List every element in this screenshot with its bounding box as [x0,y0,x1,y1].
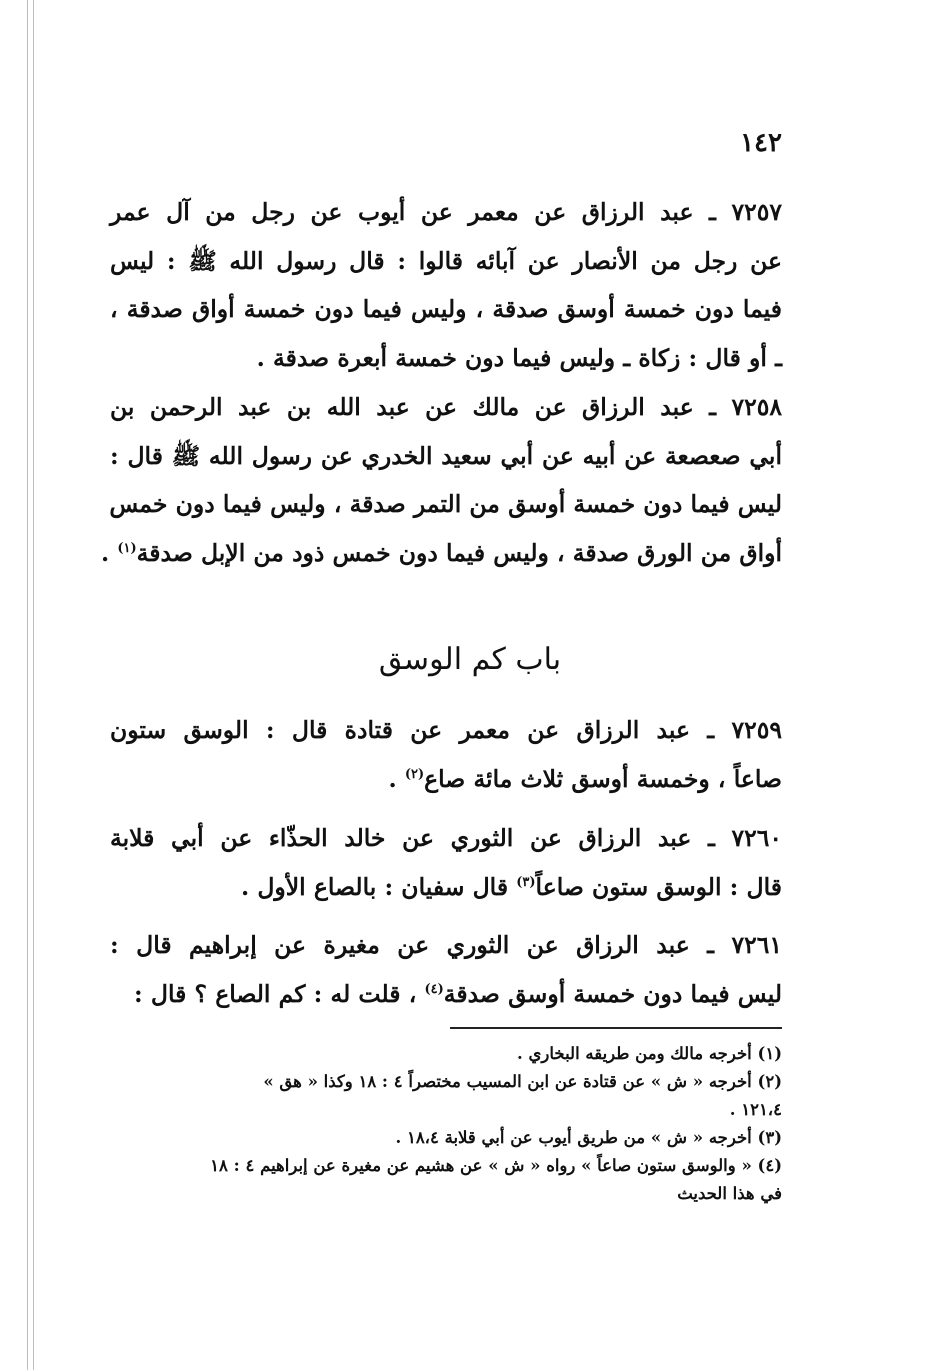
hadith-7261 [110,921,782,1018]
footnote-4-cont: في هذا الحديث [677,1184,782,1203]
hadith-7261-line-2-b: ، قلت له : كم الصاع ؟ قال : [134,979,425,1008]
hadith-7257-line-1: ٧٢٥٧ ـ عبد الرزاق عن معمر عن أيوب عن رجل من آل عمر [110,198,782,226]
hadith-7261-line-1: ٧٢٦١ ـ عبد الرزاق عن الثوري عن مغيرة عن إبراهيم قال : [110,931,782,959]
hadith-7261-line-2-a: ليس فيما دون خمسة أوسق صدقة [443,979,782,1008]
footnote-3: (٣) أخرجه « ش » من طريق أيوب عن أبي قلابة ١٨،٤ . [395,1128,782,1147]
hadith-7260 [110,814,782,911]
hadith-7259-line-2-text: صاعاً ، وخمسة أوسق ثلاث مائة صاع [424,764,782,793]
hadith-7259 [110,706,782,803]
hadith-7261-line-2 [110,970,782,1019]
hadith-7258-line-4 [100,529,782,578]
hadith-7258-line-2: أبي صعصعة عن أبيه عن أبي سعيد الخدري عن رسول الله ﷺ قال : [110,441,782,470]
footnote-1: (١) أخرجه مالك ومن طريقه البخاري . [517,1044,782,1063]
footnote-2: (٢) أخرجه « ش » عن قتادة عن ابن المسيب مختصراً ٤ : ١٨ وكذا « هق » [263,1072,782,1091]
hadith-7257-line-4: ـ أو قال : زكاة ـ وليس فيما دون خمسة أبعرة صدقة . [256,343,782,372]
page-number: ١٤٢ [740,128,782,158]
footnote-ref-3: (٣) [516,874,536,890]
hadith-7257-line-2: عن رجل من الأنصار عن آبائه قالوا : قال رسول الله ﷺ : ليس [110,246,782,275]
hadith-7259-line-2 [110,755,782,804]
footnote-divider [450,1027,782,1029]
hadith-7257-line-3: فيما دون خمسة أوسق صدقة ، وليس فيما دون خمسة أواق صدقة ، [110,295,782,323]
hadith-7257 [110,188,782,382]
hadith-7258 [100,383,782,577]
footnote-2-cont: ١٢١،٤ . [729,1100,782,1119]
footnote-4: (٤) « والوسق ستون صاعاً » رواه « ش » عن هشيم عن مغيرة عن إبراهيم ٤ : ١٨ [210,1156,782,1175]
hadith-7260-line-2 [110,863,782,912]
chapter-heading: باب كم الوسق [378,642,562,677]
margin-line-1 [27,0,28,1370]
footnotes [110,1040,782,1208]
hadith-7260-line-2-a: قال : الوسق ستون صاعاً [535,872,782,901]
margin-line-2 [33,0,34,1370]
hadith-7258-line-4-text: أواق من الورق صدقة ، وليس فيما دون خمس ذود من الإبل صدقة [136,538,782,567]
hadith-7259-line-1: ٧٢٥٩ ـ عبد الرزاق عن معمر عن قتادة قال : الوسق ستون [110,716,782,744]
hadith-7260-line-1: ٧٢٦٠ ـ عبد الرزاق عن الثوري عن خالد الحذّاء عن أبي قلابة [110,824,782,852]
hadith-7258-line-3: ليس فيما دون خمسة أوسق من التمر صدقة ، وليس فيما دون خمس [109,490,782,518]
footnote-ref-1: (١) [117,540,137,556]
hadith-7258-tail: . [100,538,118,567]
hadith-7258-line-1: ٧٢٥٨ ـ عبد الرزاق عن مالك عن عبد الله بن عبد الرحمن بن [110,393,782,421]
hadith-7260-line-2-b: قال سفيان : بالصاع الأول . [240,872,517,901]
hadith-7259-tail: . [388,764,405,793]
footnote-ref-4: (٤) [424,981,444,997]
footnote-ref-2: (٢) [404,766,425,782]
